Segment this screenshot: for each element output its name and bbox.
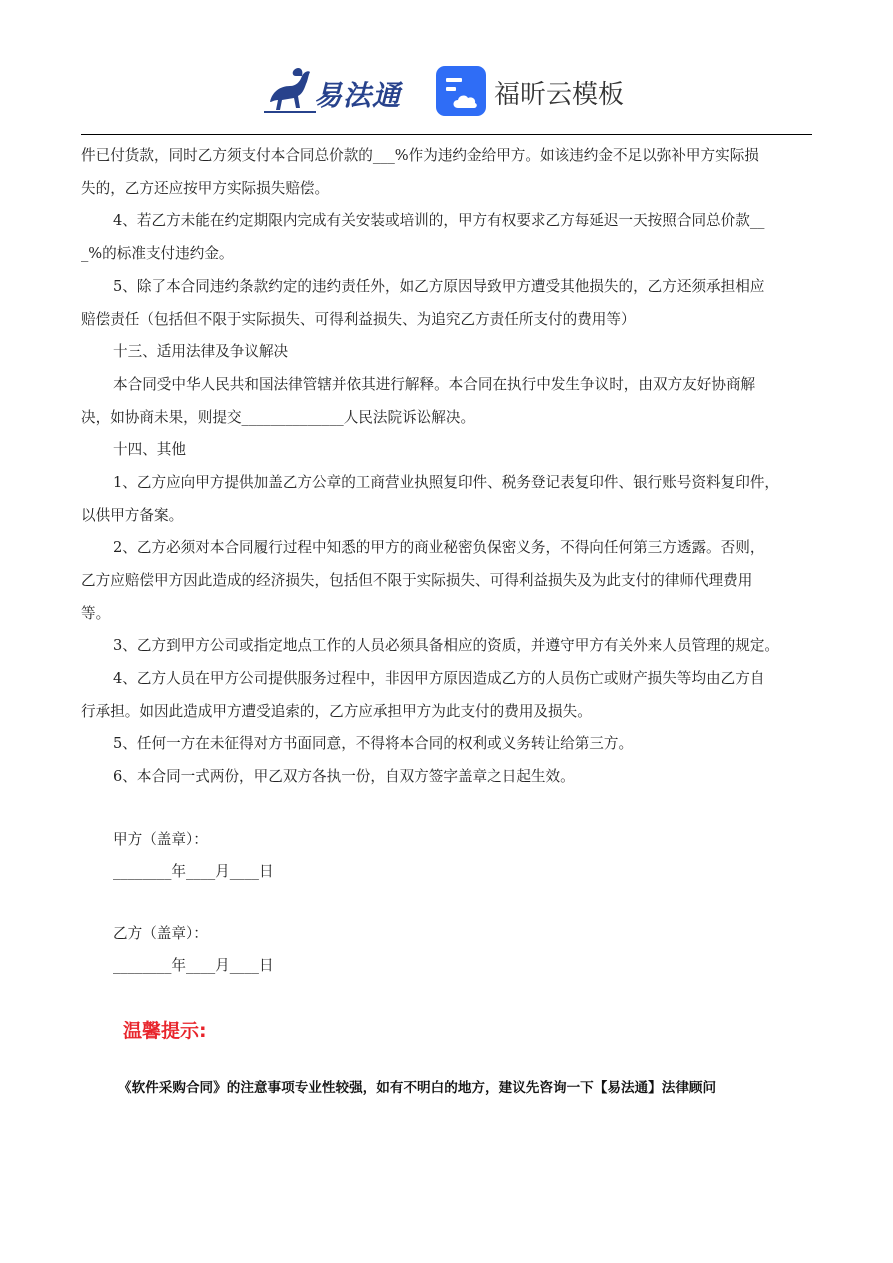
foxit-cloud-template-logo	[436, 66, 636, 118]
contract-line: 决，如协商未果，则提交______________人民法院诉讼解决。	[81, 409, 476, 426]
contract-line: 5、除了本合同违约条款约定的违约责任外，如乙方原因导致甲方遭受其他损失的，乙方还须承担相应	[113, 278, 765, 295]
page-header	[0, 0, 893, 130]
party-b-label: 乙方（盖章）：	[113, 925, 208, 942]
contract-line: 6、本合同一式两份，甲乙双方各执一份，自双方签字盖章之日起生效。	[113, 768, 575, 785]
yifatong-logo	[262, 62, 414, 118]
contract-line: 赔偿责任（包括但不限于实际损失、可得利益损失、为追究乙方责任所支付的费用等）	[81, 311, 636, 328]
contract-line: 5、任何一方在未征得对方书面同意，不得将本合同的权利或义务转让给第三方。	[113, 735, 634, 752]
contract-line: 等。	[81, 605, 111, 622]
contract-line: 4、若乙方未能在约定期限内完成有关安装或培训的，甲方有权要求乙方每延迟一天按照合同总价款__	[113, 212, 765, 229]
tip-text: 《软件采购合同》的注意事项专业性较强，如有不明白的地方，建议先咨询一下【易法通】法律顾问	[118, 1080, 717, 1096]
contract-line: 以供甲方备案。	[81, 507, 184, 524]
party-a-label: 甲方（盖章）：	[113, 831, 208, 848]
contract-line: 失的，乙方还应按甲方实际损失赔偿。	[81, 180, 330, 197]
contract-line: 1、乙方应向甲方提供加盖乙方公章的工商营业执照复印件、税务登记表复印件、银行账号资料复印件，	[113, 474, 780, 491]
cloud-document-icon	[436, 66, 486, 116]
contract-line: 本合同受中华人民共和国法律管辖并依其进行解释。本合同在执行中发生争议时，由双方友好协商解	[113, 376, 756, 393]
section-heading: 十三、适用法律及争议解决	[113, 343, 289, 360]
foxit-brand-text: 福昕云模板	[494, 80, 625, 110]
horse-icon	[262, 62, 318, 118]
party-b-date: ________年____月____日	[113, 957, 274, 974]
contract-line: _%的标准支付违约金。	[81, 245, 234, 262]
tip-title: 温馨提示:	[123, 1020, 207, 1042]
yifatong-brand-text: 易法通	[314, 79, 402, 112]
section-heading: 十四、其他	[113, 441, 186, 458]
party-a-date: ________年____月____日	[113, 863, 274, 880]
contract-line: 3、乙方到甲方公司或指定地点工作的人员必须具备相应的资质，并遵守甲方有关外来人员管理的规定。	[113, 637, 780, 654]
contract-line: 件已付货款，同时乙方须支付本合同总价款的___%作为违约金给甲方。如该违约金不足以弥补甲方实际损	[81, 147, 759, 164]
contract-line: 4、乙方人员在甲方公司提供服务过程中，非因甲方原因造成乙方的人员伤亡或财产损失等均由乙方自	[113, 670, 765, 687]
contract-line: 乙方应赔偿甲方因此造成的经济损失，包括但不限于实际损失、可得利益损失及为此支付的律师代理费用	[81, 572, 753, 589]
contract-line: 行承担。如因此造成甲方遭受追索的，乙方应承担甲方为此支付的费用及损失。	[81, 703, 592, 720]
header-divider	[81, 134, 812, 135]
contract-line: 2、乙方必须对本合同履行过程中知悉的甲方的商业秘密负保密义务，不得向任何第三方透露。否则，	[113, 539, 765, 556]
